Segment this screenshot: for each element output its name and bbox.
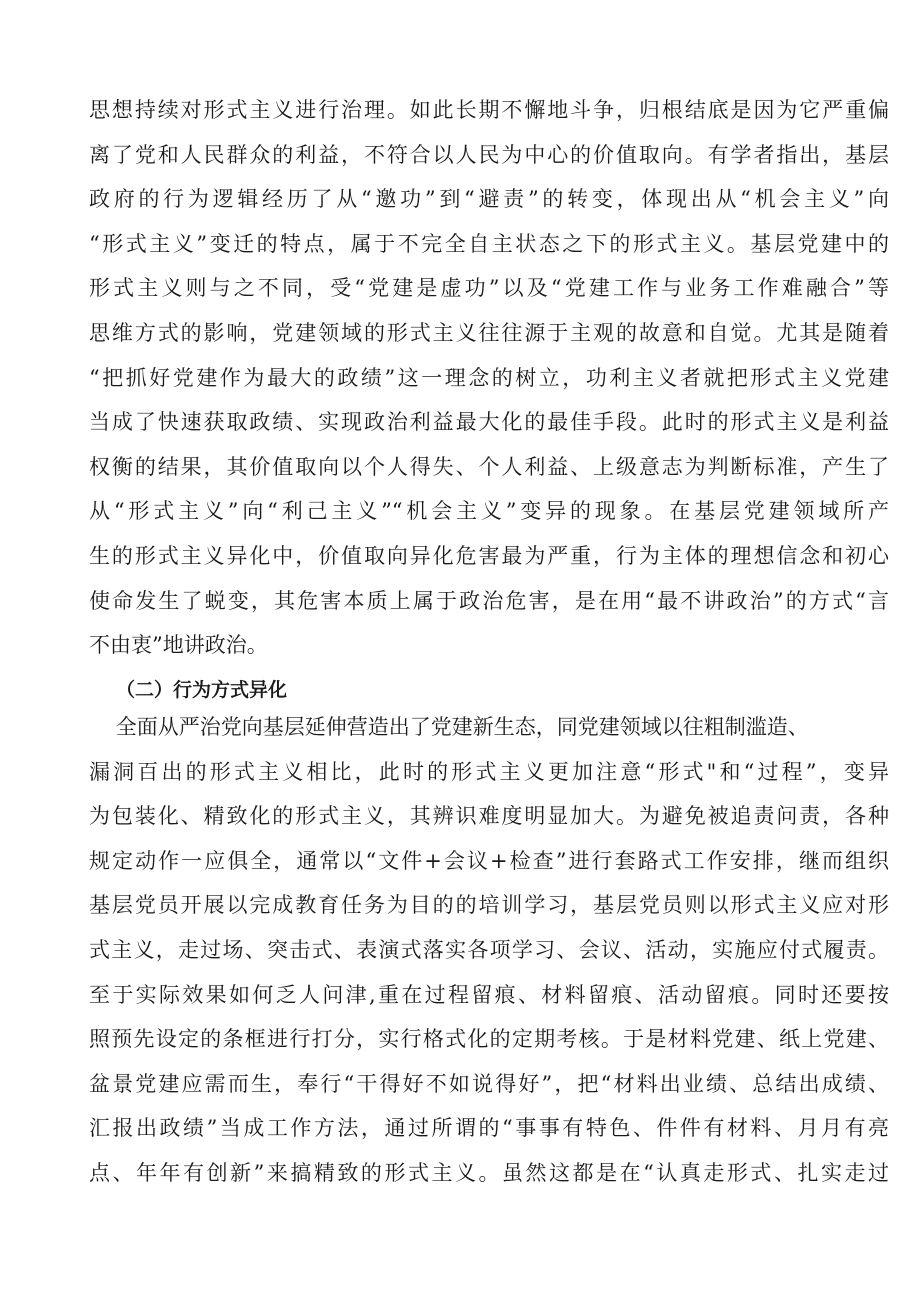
text-line: 盆景党建应需而生，奉行“干得好不如说得好”，把“材料出业绩、总结出成绩、	[89, 1071, 889, 1096]
text-line-first: 全面从严治党向基层延伸营造出了党建新生态，同党建领域以往粗制滥造、	[89, 715, 809, 739]
text-line: 形式主义则与之不同，受“党建是虚功”以及“党建工作与业务工作难融合”等	[89, 276, 889, 301]
text-line: 使命发生了蜕变，其危害本质上属于政治危害，是在用“最不讲政治”的方式“言	[89, 588, 889, 613]
text-line-last: 不由衷”地讲政治。	[89, 633, 268, 658]
text-line: 从“形式主义”向“利己主义”“机会主义”变异的现象。在基层党建领域所产	[89, 499, 889, 524]
text-line: 为包装化、精致化的形式主义，其辨识难度明显加大。为避免被追责问责，各种	[89, 804, 889, 829]
paragraph-2	[89, 705, 889, 1196]
text-line: 汇报出政绩”当成工作方法，通过所谓的“事事有特色、件件有材料、月月有亮	[89, 1116, 889, 1141]
paragraph-1	[89, 88, 889, 668]
text-line: 照预先设定的条框进行打分，实行格式化的定期考核。于是材料党建、纸上党建、	[89, 1027, 889, 1052]
text-line: 思想持续对形式主义进行治理。如此长期不懈地斗争，归根结底是因为它严重偏	[89, 98, 889, 122]
text-line: “形式主义”变迁的特点，属于不完全自主状态之下的形式主义。基层党建中的	[89, 231, 889, 256]
text-line: 式主义，走过场、突击式、表演式落实各项学习、会议、活动，实施应付式履责。	[89, 937, 889, 962]
text-line: 权衡的结果，其价值取向以个人得失、个人利益、上级意志为判断标准，产生了	[89, 454, 889, 479]
text-line: 政府的行为逻辑经历了从“邀功”到“避责”的转变，体现出从“机会主义”向	[89, 187, 889, 212]
text-line: 生的形式主义异化中，价值取向异化危害最为严重，行为主体的理想信念和初心	[89, 543, 889, 568]
text-line: 规定动作一应俱全，通常以“文件+会议+检查”进行套路式工作安排，继而组织	[89, 848, 889, 873]
text-line: 点、年年有创新”来搞精致的形式主义。虽然这都是在“认真走形式、扎实走过	[89, 1160, 889, 1185]
text-line: 思维方式的影响，党建领域的形式主义往往源于主观的故意和自觉。尤其是随着	[89, 320, 889, 345]
section-heading: （二）行为方式异化	[116, 679, 288, 701]
text-line: 离了党和人民群众的利益，不符合以人民为中心的价值取向。有学者指出，基层	[89, 142, 889, 167]
text-line: 至于实际效果如何乏人问津,重在过程留痕、材料留痕、活动留痕。同时还要按	[89, 982, 889, 1007]
text-line: 基层党员开展以完成教育任务为目的的培训学习，基层党员则以形式主义应对形	[89, 893, 889, 918]
text-line: 当成了快速获取政绩、实现政治利益最大化的最佳手段。此时的形式主义是利益	[89, 410, 889, 435]
text-line: 漏洞百出的形式主义相比，此时的形式主义更加注意“形式"和“过程”，变异	[89, 759, 889, 784]
text-line: “把抓好党建作为最大的政绩”这一理念的树立，功利主义者就把形式主义党建	[89, 365, 889, 390]
